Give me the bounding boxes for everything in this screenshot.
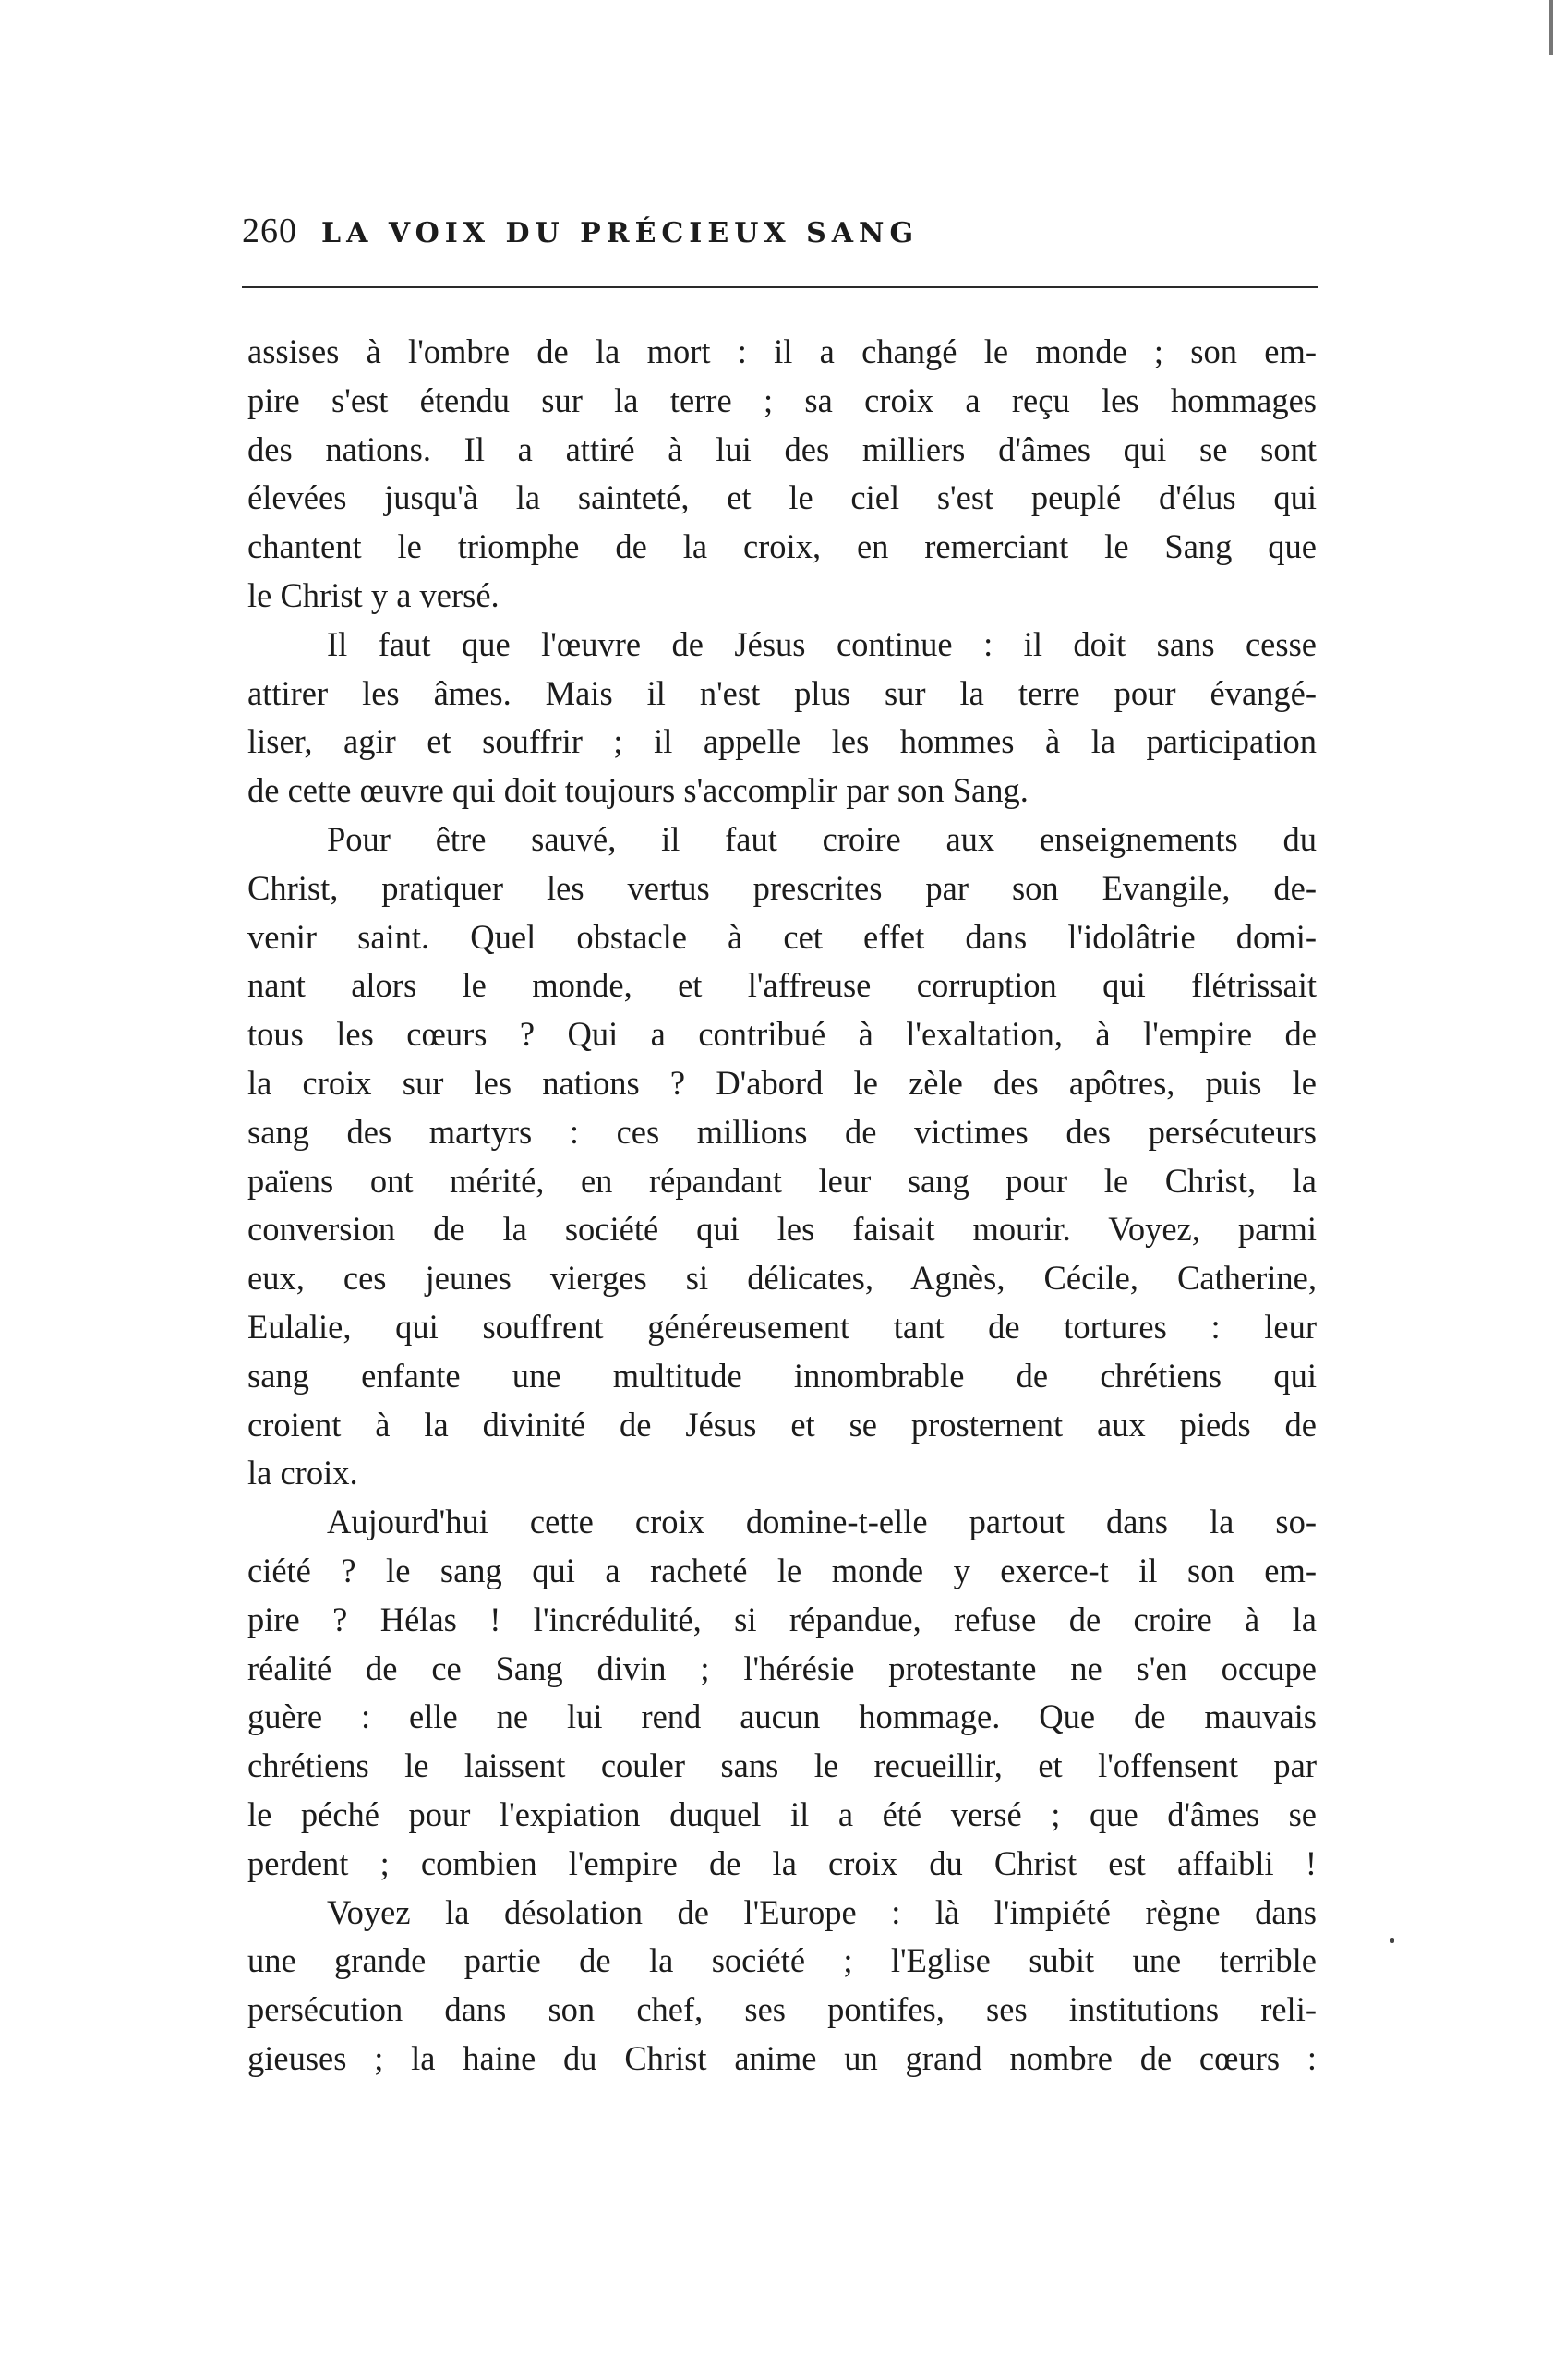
text-line: Aujourd'hui cette croix domine-t-elle partout dans la so- [327,1503,1317,1541]
text-line: liser, agir et souffrir ; il appelle les hommes à la participation [247,722,1317,761]
page-number: 260 [242,211,297,250]
text-line: eux, ces jeunes vierges si délicates, Agnès, Cécile, Catherine, [247,1259,1317,1298]
text-line: la croix. [247,1454,358,1492]
text-line: assises à l'ombre de la mort : il a changé le monde ; son em- [247,332,1317,370]
text-line: conversion de la société qui les faisait mourir. Voyez, parmi [247,1210,1317,1249]
paragraph [247,1498,1317,1888]
text-line: une grande partie de la société ; l'Eglise subit une terrible [247,1941,1317,1980]
text-line: sang des martyrs : ces millions de victimes des persécuteurs [247,1112,1317,1151]
text-line: chantent le triomphe de la croix, en remerciant le Sang que [247,527,1317,566]
text-line: la croix sur les nations ? D'abord le zèle des apôtres, puis le [247,1063,1317,1102]
text-line: persécution dans son chef, ses pontifes, ses institutions reli- [247,1990,1317,2029]
margin-speck [1390,1938,1394,1943]
running-head: LA VOIX DU PRÉCIEUX SANG [321,217,920,249]
text-line: tous les cœurs ? Qui a contribué à l'exaltation, à l'empire de [247,1015,1317,1054]
body-text [247,328,1317,2084]
text-line: des nations. Il a attiré à lui des milliers d'âmes qui se sont [247,429,1317,468]
page-edge-mark [1549,0,1553,55]
text-line: chrétiens le laissent couler sans le recueillir, et l'offensent par [247,1746,1317,1785]
text-line: venir saint. Quel obstacle à cet effet dans l'idolâtrie domi- [247,917,1317,956]
text-line: croient à la divinité de Jésus et se prosternent aux pieds de [247,1405,1317,1444]
text-line: Eulalie, qui souffrent généreusement tant de tortures : leur [247,1307,1317,1346]
text-line: perdent ; combien l'empire de la croix du Christ est affaibli ! [247,1843,1317,1882]
text-line: le Christ y a versé. [247,575,500,614]
text-line: pire s'est étendu sur la terre ; sa croix a reçu les hommages [247,381,1317,419]
header-rule [242,286,1318,288]
text-line: élevées jusqu'à la sainteté, et le ciel s'est peuplé d'élus qui [247,478,1317,517]
paragraph [247,1889,1317,2084]
text-line: Christ, pratiquer les vertus prescrites par son Evangile, de- [247,868,1317,907]
text-line: Il faut que l'œuvre de Jésus continue : il doit sans cesse [327,624,1317,663]
text-line: de cette œuvre qui doit toujours s'accomplir par son Sang. [247,771,1029,810]
paragraph [247,621,1317,815]
paragraph [247,815,1317,1498]
page-header [242,211,1318,266]
text-line: païens ont mérité, en répandant leur sang pour le Christ, la [247,1161,1317,1200]
text-line: Voyez la désolation de l'Europe : là l'impiété règne dans [327,1892,1317,1931]
text-line: le péché pour l'expiation duquel il a été versé ; que d'âmes se [247,1794,1317,1833]
text-line: guère : elle ne lui rend aucun hommage. Que de mauvais [247,1697,1317,1736]
text-line: pire ? Hélas ! l'incrédulité, si répandue, refuse de croire à la [247,1600,1317,1638]
text-line: Pour être sauvé, il faut croire aux enseignements du [327,819,1317,858]
text-line: attirer les âmes. Mais il n'est plus sur la terre pour évangé- [247,673,1317,712]
text-line: ciété ? le sang qui a racheté le monde y exerce-t il son em- [247,1551,1317,1589]
text-line: réalité de ce Sang divin ; l'hérésie protestante ne s'en occupe [247,1649,1317,1687]
text-line: sang enfante une multitude innombrable de chrétiens qui [247,1356,1317,1395]
text-line: gieuses ; la haine du Christ anime un grand nombre de cœurs : [247,2038,1317,2077]
text-line: nant alors le monde, et l'affreuse corruption qui flétrissait [247,966,1317,1005]
paragraph [247,328,1317,621]
